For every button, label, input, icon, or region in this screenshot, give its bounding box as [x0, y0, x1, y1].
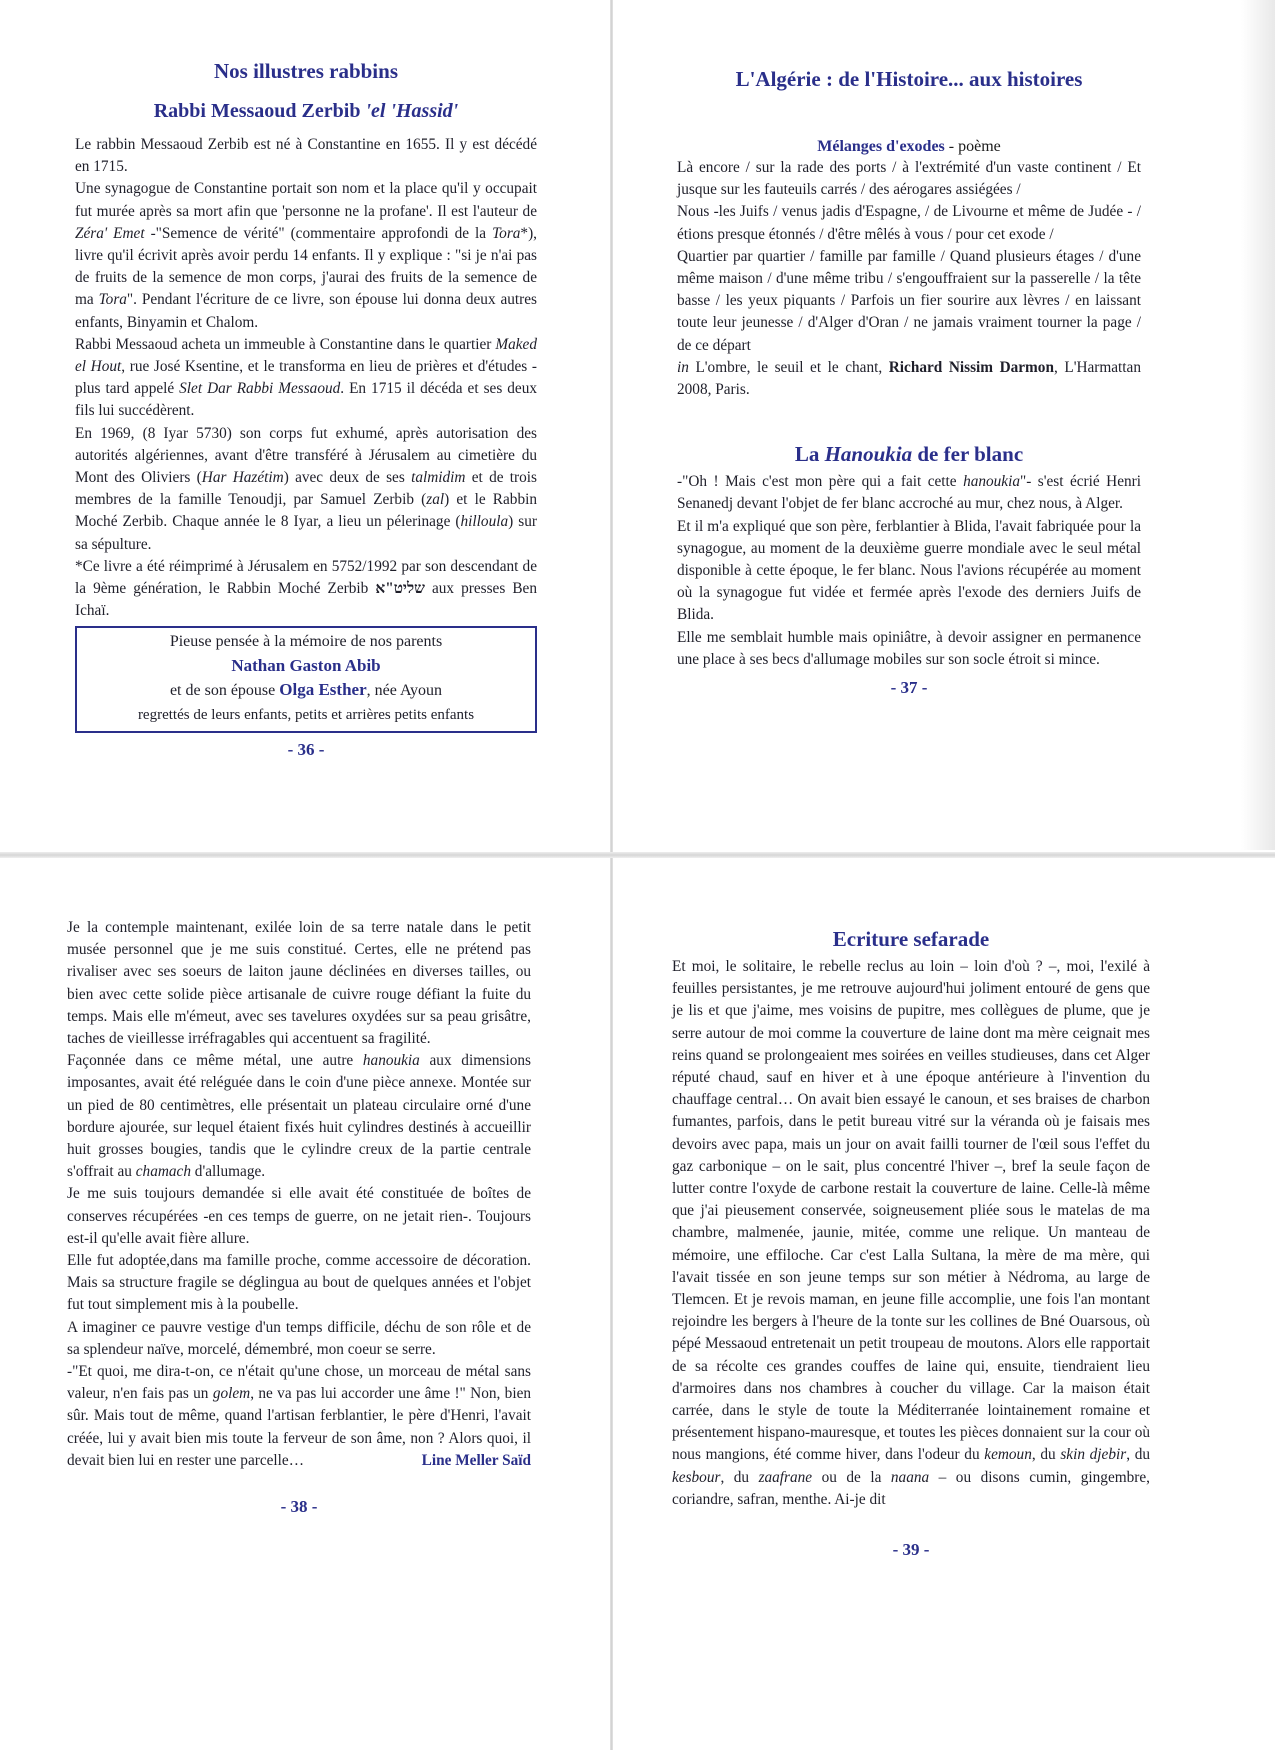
text-run: Elle me semblait humble mais opiniâtre, à devoir assigner en permanence une place à ses becs d'allumage mobiles sur son socle étroit si mince.: [677, 628, 1141, 668]
paragraph: [67, 1183, 531, 1250]
page-36: [75, 58, 537, 761]
text-run: , rue José Ksentine, et le transforma en lieu de prières et d'études -plus tard appelé: [75, 358, 537, 398]
italic-term: hilloula: [460, 513, 509, 531]
text-run: Je la contemple maintenant, exilée loin de sa terre natale dans le petit musée personnel que je me suis constitué. Certes, elle ne prétend pas rivaliser avec ses soeurs de laiton jaune déclinées en diverses tailles, ou bien avec cette solide pièce artisanale de cuivre rouge défiant la fuite du temps. Mais elle m'émeut, avec ses tavelures oxydées sur sa peau grisâtre, taches de vieillesse irréfragables qui accentuent sa fragilité.: [67, 919, 531, 1048]
text-run: d'allumage.: [190, 1163, 266, 1181]
text-run: Et moi, le solitaire, le rebelle reclus au loin – loin d'où ? –, moi, l'exilé à feuilles persistantes, je me retrouve aujourd'hui joliment entouré de gens que je lis et que j'aime, mes voisins de pupitre, mes collègues de plume, que je serre autour de moi comme la couverture de laine dont ma mère ceignait mes reins quand se prolongeaient mes soirées en veilles studieuses, dans cet Alger réputé chaud, sauf en hiver et à une époque antérieure à l'invention du chauffage central… On avait bien essayé le canoun, et ses braises de charbon fumantes, parfois, dans le petit bureau vitré sur la véranda où je faisais mes devoirs avec papa, mais un jour on avait failli tourner de l'œil sous l'effet du gaz carbonique – on le sait, plus concentré l'hiver –, bref la seule façon de lutter contre l'oxyde de carbone restait la couverture de laine. Celle-là même que j'ai pieusement conservée, soigneusement pliée sous le matelas de ma chambre, malmenée, jaunie, mitée, comme une relique. Un manteau de mémoire, une effiloche. Car c'est Lalla Sultana, la mère de ma mère, qui l'avait tissée en son jeune temps sur son métier à Nédroma, au large de Tlemcen. Et je revois maman, en jeune fille accomplie, une fois l'an montant rejoindre les bergers à l'heure de la tonte sur les collines de Bné Ouarsous, où pépé Messaoud entretenait un petit troupeau de moutons. Alors elle rapportait de sa récolte ces grandes couffes de laine qui, ensuite, tiendraient lieu d'armoires dans nos chambres à coucher du village. Car la maison était carrée, dans le style de toute la Méditerranée lointainement romaine et présentement hispano-mauresque, et toutes les pièces donnaient sur la cour où nous mangions, été comme hiver, dans l'odeur du: [672, 958, 1150, 1464]
text-run: et de trois membres de la famille Tenoudji, par Samuel Zerbib (: [75, 469, 537, 509]
paragraph: [672, 956, 1150, 1511]
page-number: - 37 -: [890, 678, 928, 698]
article-title: [75, 98, 537, 124]
paragraph: [75, 334, 537, 423]
text-run: -"Semence de vérité" (commentaire approfondi de la: [144, 224, 493, 242]
text-run: En 1969, (8 Iyar 5730) son corps fut exhumé, après autorisation des autorités algériennes, avant d'être transféré à Jérusalem au cimetière du Mont des Oliviers (: [75, 424, 537, 487]
page-title: Nos illustres rabbins: [214, 59, 398, 83]
text-run: -"Et quoi, me dira-t-on, ce n'était qu'une chose, un morceau de métal sans valeur, n'en fais pas un: [67, 1363, 531, 1403]
italic-term: naana: [890, 1468, 930, 1486]
text-run: , du: [720, 1468, 759, 1486]
page-break-fold: [0, 852, 1275, 858]
text-run: Elle fut adoptée,dans ma famille proche, comme accessoire de décoration. Mais sa structure fragile se déglingua au bout de quelques années et l'objet fut tout simplement mis à la poubelle.: [67, 1252, 531, 1314]
page-38: [67, 917, 531, 1518]
italic-term: Zéra' Emet: [75, 224, 145, 242]
scan-edge-shadow: [1241, 0, 1275, 850]
italic-term: Tora: [492, 224, 521, 242]
text-run: – ou disons cumin, gingembre, coriandre, safran, menthe. Ai-je dit: [672, 1468, 1150, 1508]
text-run: ) sur sa sépulture.: [75, 513, 537, 553]
hebrew-abbreviation: שליט"א: [375, 580, 425, 598]
text-run: A imaginer ce pauvre vestige d'un temps difficile, déchu de son rôle et de sa splendeur naïve, morcelé, démembré, mon coeur se serre.: [67, 1318, 531, 1358]
memorial-line-4: regrettés de leurs enfants, petits et arrières petits enfants: [137, 707, 475, 724]
paragraph: [67, 1250, 531, 1317]
article-title-name: Rabbi Messaoud Zerbib: [153, 100, 366, 122]
poem-stanza: Quartier par quartier / famille par famille / Quand plusieurs étages / d'une même maison / d'une même tribu / s'engouffraient sur la passerelle / la tête basse / les yeux piquants / Parfois un fier sourire aux lèvres / en laissant toute leur jeunesse / d'Alger d'Oran / ne jamais vraiment tourner la page / de ce départ: [677, 247, 1141, 354]
article-body: [75, 134, 537, 622]
italic-term: zal: [426, 491, 445, 509]
poem-source-author: Richard Nissim Darmon: [888, 358, 1054, 376]
italic-term: hanoukia: [963, 473, 1020, 491]
paragraph: [75, 556, 537, 623]
poem-stanza: Là encore / sur la rade des ports / à l'extrémité d'un vaste continent / Et jusque sur les fauteuils carrés / des aérogares assiégées /: [677, 159, 1141, 199]
italic-term: kemoun: [984, 1446, 1032, 1464]
text-run: Rabbi Messaoud acheta un immeuble à Constantine dans le quartier: [75, 335, 496, 353]
text-run: Et il m'a expliqué que son père, ferblantier à Blida, l'avait fabriquée pour la synagogue, au moment de la deuxième guerre mondiale avec le seul métal disponible à cette époque, le fer blanc. Nous l'avions récupérée au moment où la synagogue fut vidée et fermée après l'exode des derniers Juifs de Blida.: [677, 517, 1141, 624]
article-body: [67, 917, 531, 1472]
poem-source-title: L'ombre, le seuil et le chant,: [688, 358, 889, 376]
memorial-line-3c: , née Ayoun: [366, 682, 443, 700]
text-run: *), livre qu'il écrivit après avoir perdu 14 enfants. Il y explique : "si je n'ai pas de fruits de la semence de mon corps, j'aurai des fruits de la semence de ma: [75, 224, 537, 309]
paragraph: [677, 516, 1141, 627]
text-run: -"Oh ! Mais c'est mon père qui a fait cette: [677, 473, 964, 491]
paragraph: [75, 423, 537, 556]
page-number: - 38 -: [280, 1497, 318, 1517]
memorial-line-3a: et de son épouse: [169, 682, 280, 700]
text-run: Je me suis toujours demandée si elle avait été constituée de boîtes de conserves récupérées -en ces temps de guerre, on ne jetait rien-. Toujours est-il qu'elle avait fière allure.: [67, 1185, 531, 1247]
italic-term: golem: [212, 1385, 251, 1403]
text-run: *Ce livre a été réimprimé à Jérusalem en 5752/1992 par son descendant de la 9ème génération, le Rabbin Moché Zerbib: [75, 557, 537, 598]
poem-source: [677, 357, 1141, 401]
poem-title-rest: - poème: [944, 138, 1001, 155]
text-run: "- s'est écrié Henri Senanedj devant l'objet de fer blanc accroché au mur, chez nous, à Alger.: [677, 473, 1141, 513]
italic-term: talmidim: [411, 469, 466, 487]
paragraph: [75, 134, 537, 178]
poem-title: [677, 136, 1141, 157]
text-run: ) et le Rabbin Moché Zerbib. Chaque année le 8 Iyar, a lieu un pélerinage (: [75, 491, 537, 531]
italic-term: chamach: [135, 1163, 191, 1181]
memorial-box: [75, 626, 537, 733]
memorial-spouse-name: Olga Esther: [279, 680, 367, 700]
poem-title-name: Mélanges d'exodes: [817, 138, 945, 155]
paragraph: [67, 1317, 531, 1361]
text-run: aux dimensions imposantes, avait été reléguée dans le coin d'une pièce annexe. Montée sur un pied de 80 centimètres, elle présentait un plateau circulaire orné d'une bordure ajourée, sur lequel étaient fixés huit cylindres destinés à accueillir huit grosses bougies, tandis que le cylindre creux de la partie centrale s'offrait au: [67, 1052, 531, 1181]
text-run: , ne va pas lui accorder une âme !" Non, bien sûr. Mais tout de même, quand l'artisan ferblantier, le père d'Henri, l'avait créée, lui y avait bien mis toute la ferveur de son âme, non ? Alors quoi, il devait bien lui en rester une parcelle…: [67, 1385, 532, 1469]
section-title: [677, 441, 1141, 467]
section-title-b: Hanoukia: [824, 442, 913, 467]
paragraph: [67, 1050, 531, 1183]
italic-term: kesbour: [672, 1468, 721, 1486]
section-body: [677, 471, 1141, 671]
paragraph: [75, 178, 537, 333]
italic-term: Slet Dar Rabbi Messaoud: [179, 380, 341, 398]
text-run: Le rabbin Messaoud Zerbib est né à Constantine en 1655. Il y est décédé en 1715.: [75, 136, 537, 176]
poem-stanza: Nous -les Juifs / venus jadis d'Espagne, / de Livourne et même de Judée - / étions presque étonnés / d'être mêlés à vous / pour cet exode /: [677, 203, 1141, 243]
section-title-c: de fer blanc: [912, 442, 1024, 467]
spine-fold: [610, 0, 613, 1750]
text-run: , du: [1126, 1446, 1150, 1464]
text-run: . En 1715 il décéda et ses deux fils lui succédèrent.: [75, 380, 537, 420]
text-run: Une synagogue de Constantine portait son nom et la place qu'il y occupait fut murée après sa mort afin que 'personne ne la profane'. Il est l'auteur de: [75, 180, 537, 220]
page-title: Ecriture sefarade: [832, 927, 990, 951]
section-title-a: La: [794, 442, 825, 467]
italic-term: Har Hazétim: [201, 469, 284, 487]
paragraph: [67, 917, 531, 1050]
italic-term: hanoukia: [362, 1052, 420, 1070]
text-run: , du: [1031, 1446, 1061, 1464]
text-run: ou de la: [812, 1468, 891, 1486]
text-run: ". Pendant l'écriture de ce livre, son épouse lui donna deux autres enfants, Binyamin et Chalom.: [75, 291, 537, 331]
article-author: Line Meller Saïd: [421, 1452, 531, 1470]
article-body: [672, 956, 1150, 1511]
italic-term: Tora: [98, 291, 127, 309]
poem-source-in: in: [677, 358, 689, 376]
memorial-line-3: [83, 678, 529, 703]
text-run: ) avec deux de ses: [283, 469, 412, 487]
footnote-tail-text: aux presses Ben Ichaï.: [75, 580, 537, 620]
poem-body: [677, 157, 1141, 401]
italic-term: skin djebir: [1060, 1446, 1127, 1464]
page-number: - 36 -: [287, 740, 325, 760]
page-37: [677, 66, 1141, 699]
text-run: Façonnée dans ce même métal, une autre: [67, 1052, 363, 1070]
italic-term: zaafrane: [758, 1468, 813, 1486]
page-39: [672, 926, 1150, 1561]
page-number: - 39 -: [892, 1540, 930, 1560]
paragraph: [677, 627, 1141, 671]
poem-source-publisher: , L'Harmattan 2008, Paris.: [677, 358, 1141, 399]
page-title: L'Algérie : de l'Histoire... aux histoires: [735, 67, 1083, 91]
memorial-line-1: Pieuse pensée à la mémoire de nos parents: [169, 633, 443, 651]
paragraph: [677, 471, 1141, 515]
memorial-name: Nathan Gaston Abib: [231, 656, 381, 676]
italic-term: Maked el Hout: [75, 335, 537, 376]
article-title-epithet: 'el 'Hassid': [365, 100, 459, 122]
